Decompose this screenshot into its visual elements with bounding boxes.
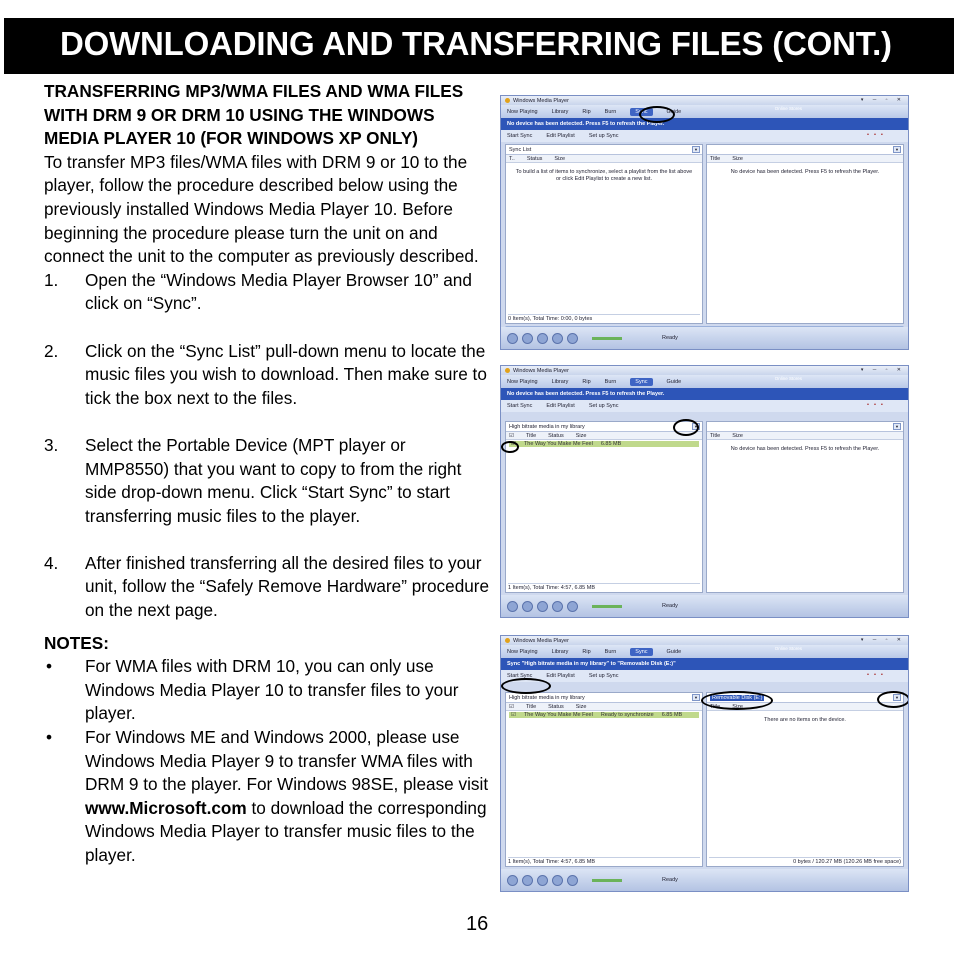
device-dropdown[interactable]	[707, 422, 903, 432]
tab-rip[interactable]: Rip	[582, 378, 591, 385]
col-header: Status	[548, 703, 564, 710]
step-number: 1.	[44, 269, 59, 290]
play-icon[interactable]	[507, 601, 518, 612]
checkbox-icon[interactable]: ☑	[511, 441, 516, 447]
edit-playlist-button[interactable]: Edit Playlist	[546, 133, 575, 139]
col-header: Title	[710, 155, 721, 162]
status-text: Ready	[662, 603, 678, 609]
column-headers	[506, 703, 702, 711]
chevron-down-icon[interactable]: ▼	[692, 423, 700, 430]
set-up-sync-button[interactable]: Set up Sync	[588, 403, 619, 409]
stop-icon[interactable]	[522, 333, 533, 344]
dropdown-value: High bitrate media in my library	[509, 423, 585, 430]
play-icon[interactable]	[507, 875, 518, 886]
next-icon[interactable]	[552, 333, 563, 344]
col-header: Size	[732, 155, 743, 162]
tab-burn[interactable]: Burn	[604, 648, 617, 655]
table-row[interactable]	[509, 441, 699, 447]
window-title: Windows Media Player	[513, 97, 569, 104]
wmp-screenshot-3	[500, 635, 909, 892]
highlight-circle	[501, 678, 551, 694]
window-controls-icon[interactable]: ▾ ─ ▫ ✕	[860, 367, 905, 373]
step-number: 3.	[44, 434, 59, 455]
note-text: For WMA files with DRM 10, you can only use Windows Media Player 10 to transfer files to your player.	[85, 656, 459, 724]
track-title: The Way You Make Me Feel	[523, 712, 593, 718]
highlight-circle	[701, 691, 773, 710]
tab-library[interactable]: Library	[551, 648, 569, 655]
edit-playlist-button[interactable]: Edit Playlist	[546, 403, 575, 409]
device-footer	[709, 857, 901, 865]
track-size: 6.85 MB	[661, 712, 683, 718]
list-summary: 1 Item(s), Total Time: 4:57, 6.85 MB	[508, 858, 596, 865]
empty-list-message: To build a list of items to synchronize, select a playlist from the list above or click Edit Playlist to create a new list.	[515, 169, 693, 182]
online-stores[interactable]: Online Stores	[774, 646, 802, 651]
col-header: Title	[710, 432, 721, 439]
dropdown-value: High bitrate media in my library	[509, 694, 585, 701]
volume-slider[interactable]	[592, 337, 622, 340]
edit-playlist-button[interactable]: Edit Playlist	[546, 673, 575, 679]
set-up-sync-button[interactable]: Set up Sync	[588, 673, 619, 679]
window-controls-icon[interactable]: ▾ ─ ▫ ✕	[860, 97, 905, 103]
status-text: Ready	[662, 877, 678, 883]
window-titlebar	[501, 636, 908, 645]
tab-burn[interactable]: Burn	[604, 108, 617, 115]
volume-slider[interactable]	[592, 879, 622, 882]
col-header: T..	[509, 155, 515, 162]
tab-now-playing[interactable]: Now Playing	[507, 378, 538, 385]
checkbox-icon[interactable]: ☑	[509, 703, 514, 710]
wmp-logo-icon	[505, 368, 510, 373]
window-titlebar	[501, 96, 908, 105]
step-number: 2.	[44, 340, 59, 361]
online-stores[interactable]: Online Stores	[774, 376, 802, 381]
section-heading: TRANSFERRING MP3/WMA FILES AND WMA FILES WITH DRM 9 OR DRM 10 USING THE WINDOWS MEDIA PLAYER 10 (FOR WINDOWS XP ONLY)	[44, 81, 464, 149]
step-text: Select the Portable Device (MPT player or MMP8550) that you want to copy to from the right side drop-down menu. Click “Start Sync” to start transferring music files to the player.	[85, 434, 462, 526]
chevron-down-icon[interactable]: ▼	[893, 423, 901, 430]
sync-panes	[505, 144, 904, 324]
highlight-circle	[501, 441, 519, 453]
tab-sync[interactable]: Sync	[630, 108, 652, 116]
col-header: Size	[575, 703, 587, 710]
sync-list-pane	[505, 421, 703, 593]
wmp-nav	[501, 105, 908, 118]
device-message: Sync "High bitrate media in my library" to "Removable Disk (E:)"	[501, 658, 908, 670]
previous-icon[interactable]	[537, 601, 548, 612]
tab-library[interactable]: Library	[551, 378, 569, 385]
col-header: Size	[732, 432, 743, 439]
step-number: 4.	[44, 552, 59, 573]
column-headers	[707, 432, 903, 440]
col-header: Title	[710, 703, 721, 710]
start-sync-button[interactable]: Start Sync	[507, 133, 533, 139]
list-summary: 1 Item(s), Total Time: 4:57, 6.85 MB	[508, 584, 596, 591]
col-header: Title	[525, 703, 537, 710]
toolbar-icons[interactable]: ▪▪▪	[867, 402, 888, 408]
checkbox-icon[interactable]: ☑	[511, 712, 516, 718]
sync-toolbar	[501, 670, 908, 682]
toolbar-icons[interactable]: ▪▪▪	[867, 132, 888, 138]
track-size: 6.85 MB	[600, 441, 622, 447]
note-2	[44, 726, 494, 868]
device-value: Removable Disk (E:)	[712, 694, 763, 701]
device-pane	[706, 144, 904, 324]
window-title: Windows Media Player	[513, 367, 569, 374]
window-titlebar	[501, 366, 908, 375]
note-text-after: to download the corresponding Windows Media Player to transfer music files to the player.	[85, 797, 487, 865]
list-summary: 0 Item(s), Total Time: 0:00, 0 bytes	[508, 315, 593, 322]
col-header: Title	[525, 432, 537, 439]
online-stores[interactable]: Online Stores	[774, 106, 802, 111]
mute-icon[interactable]	[567, 601, 578, 612]
highlight-circle	[877, 691, 909, 708]
mute-icon[interactable]	[567, 333, 578, 344]
step-3	[44, 434, 494, 528]
sync-list-dropdown[interactable]	[506, 693, 702, 703]
stop-icon[interactable]	[522, 875, 533, 886]
bullet-icon: •	[46, 656, 53, 677]
next-icon[interactable]	[552, 875, 563, 886]
playback-controls	[501, 327, 908, 349]
sync-list-pane	[505, 692, 703, 867]
column-headers	[506, 432, 702, 440]
sync-toolbar	[501, 130, 908, 142]
step-text: After finished transferring all the desired files to your unit, follow the “Safely Remove Hardware” procedure on the next page.	[85, 552, 490, 621]
device-message: No device has been detected. Press F5 to refresh the Player.	[501, 118, 908, 130]
checkbox-icon[interactable]: ☑	[509, 432, 514, 439]
tab-rip[interactable]: Rip	[582, 108, 591, 115]
device-capacity: 0 bytes / 120.27 MB (120.26 MB free space)	[793, 858, 901, 865]
tab-sync[interactable]: Sync	[630, 648, 652, 656]
sync-panes	[505, 692, 904, 867]
col-header: Size	[554, 155, 566, 162]
step-text: Open the “Windows Media Player Browser 10” and click on “Sync”.	[85, 269, 472, 314]
wmp-screenshot-1	[500, 95, 909, 350]
previous-icon[interactable]	[537, 333, 548, 344]
note-1	[44, 655, 494, 726]
list-footer	[508, 314, 700, 322]
next-icon[interactable]	[552, 601, 563, 612]
col-header: Size	[575, 432, 587, 439]
list-footer	[508, 857, 700, 865]
toolbar-icons[interactable]: ▪▪▪	[867, 672, 888, 678]
wmp-logo-icon	[505, 638, 510, 643]
col-header: Size	[732, 703, 743, 710]
tab-rip[interactable]: Rip	[582, 648, 591, 655]
tab-now-playing[interactable]: Now Playing	[507, 108, 538, 115]
device-dropdown[interactable]	[707, 145, 903, 155]
window-controls-icon[interactable]: ▾ ─ ▫ ✕	[860, 637, 905, 643]
highlight-circle	[639, 106, 675, 123]
playback-controls	[501, 869, 908, 891]
chevron-down-icon[interactable]: ▼	[692, 694, 700, 701]
bullet-icon: •	[46, 727, 53, 748]
notes-heading: NOTES:	[44, 632, 109, 653]
tab-now-playing[interactable]: Now Playing	[507, 648, 538, 655]
chevron-down-icon[interactable]: ▼	[893, 694, 901, 701]
start-sync-button[interactable]: Start Sync	[507, 673, 533, 679]
page-title: DOWNLOADING AND TRANSFERRING FILES (CONT.)	[60, 25, 892, 62]
table-row[interactable]	[509, 712, 699, 718]
step-text: Click on the “Sync List” pull-down menu to locate the music files you wish to download. Then make sure to tick the box next to the files.	[85, 340, 487, 408]
mute-icon[interactable]	[567, 875, 578, 886]
tab-burn[interactable]: Burn	[604, 378, 617, 385]
tab-guide[interactable]: Guide	[666, 648, 682, 655]
sync-panes	[505, 421, 904, 593]
window-title: Windows Media Player	[513, 637, 569, 644]
playback-controls	[501, 595, 908, 617]
page-number: 16	[466, 913, 489, 935]
microsoft-link[interactable]: www.Microsoft.com	[85, 797, 247, 818]
wmp-nav	[501, 645, 908, 658]
track-status: Ready to synchronize	[600, 712, 654, 718]
col-header: Status	[548, 432, 564, 439]
wmp-nav	[501, 375, 908, 388]
wmp-logo-icon	[505, 98, 510, 103]
dropdown-value: Sync List	[509, 146, 532, 153]
wmp-screenshot-2	[500, 365, 909, 618]
highlight-circle	[673, 419, 699, 436]
volume-slider[interactable]	[592, 605, 622, 608]
chevron-down-icon[interactable]: ▼	[692, 146, 700, 153]
tab-sync[interactable]: Sync	[630, 378, 652, 386]
stop-icon[interactable]	[522, 601, 533, 612]
col-header: Status	[526, 155, 543, 162]
step-1	[44, 269, 494, 316]
step-2	[44, 340, 494, 411]
sync-list-dropdown[interactable]	[506, 145, 702, 155]
device-message-pane: No device has been detected. Press F5 to refresh the Player.	[730, 169, 880, 175]
set-up-sync-button[interactable]: Set up Sync	[588, 133, 619, 139]
tab-guide[interactable]: Guide	[666, 378, 682, 385]
column-headers	[707, 155, 903, 163]
status-text: Ready	[662, 335, 678, 341]
sync-list-pane	[505, 144, 703, 324]
intro-paragraph: To transfer MP3 files/WMA files with DRM 9 or 10 to the player, follow the procedure described below using the previously installed Windows Media Player 10. Before beginning the procedure please turn the unit on and connect the unit to the computer as previously described.	[44, 151, 479, 267]
play-icon[interactable]	[507, 333, 518, 344]
list-footer	[508, 583, 700, 591]
device-pane	[706, 692, 904, 867]
track-title: The Way You Make Me Feel	[523, 441, 593, 447]
device-message: No device has been detected. Press F5 to refresh the Player.	[501, 388, 908, 400]
device-message-pane: There are no items on the device.	[764, 717, 846, 723]
note-text-before: For Windows ME and Windows 2000, please use Windows Media Player 9 to transfer WMA files with DRM 9 to the player. For Windows 98SE, please visit	[85, 727, 489, 795]
previous-icon[interactable]	[537, 875, 548, 886]
start-sync-button[interactable]: Start Sync	[507, 403, 533, 409]
chevron-down-icon[interactable]: ▼	[893, 146, 901, 153]
column-headers	[506, 155, 702, 163]
step-4	[44, 552, 494, 623]
device-pane	[706, 421, 904, 593]
tab-library[interactable]: Library	[551, 108, 569, 115]
tab-guide[interactable]: Guide	[666, 108, 682, 115]
instructions-column	[44, 80, 494, 868]
device-message-pane: No device has been detected. Press F5 to refresh the Player.	[730, 446, 880, 452]
sync-toolbar	[501, 400, 908, 412]
